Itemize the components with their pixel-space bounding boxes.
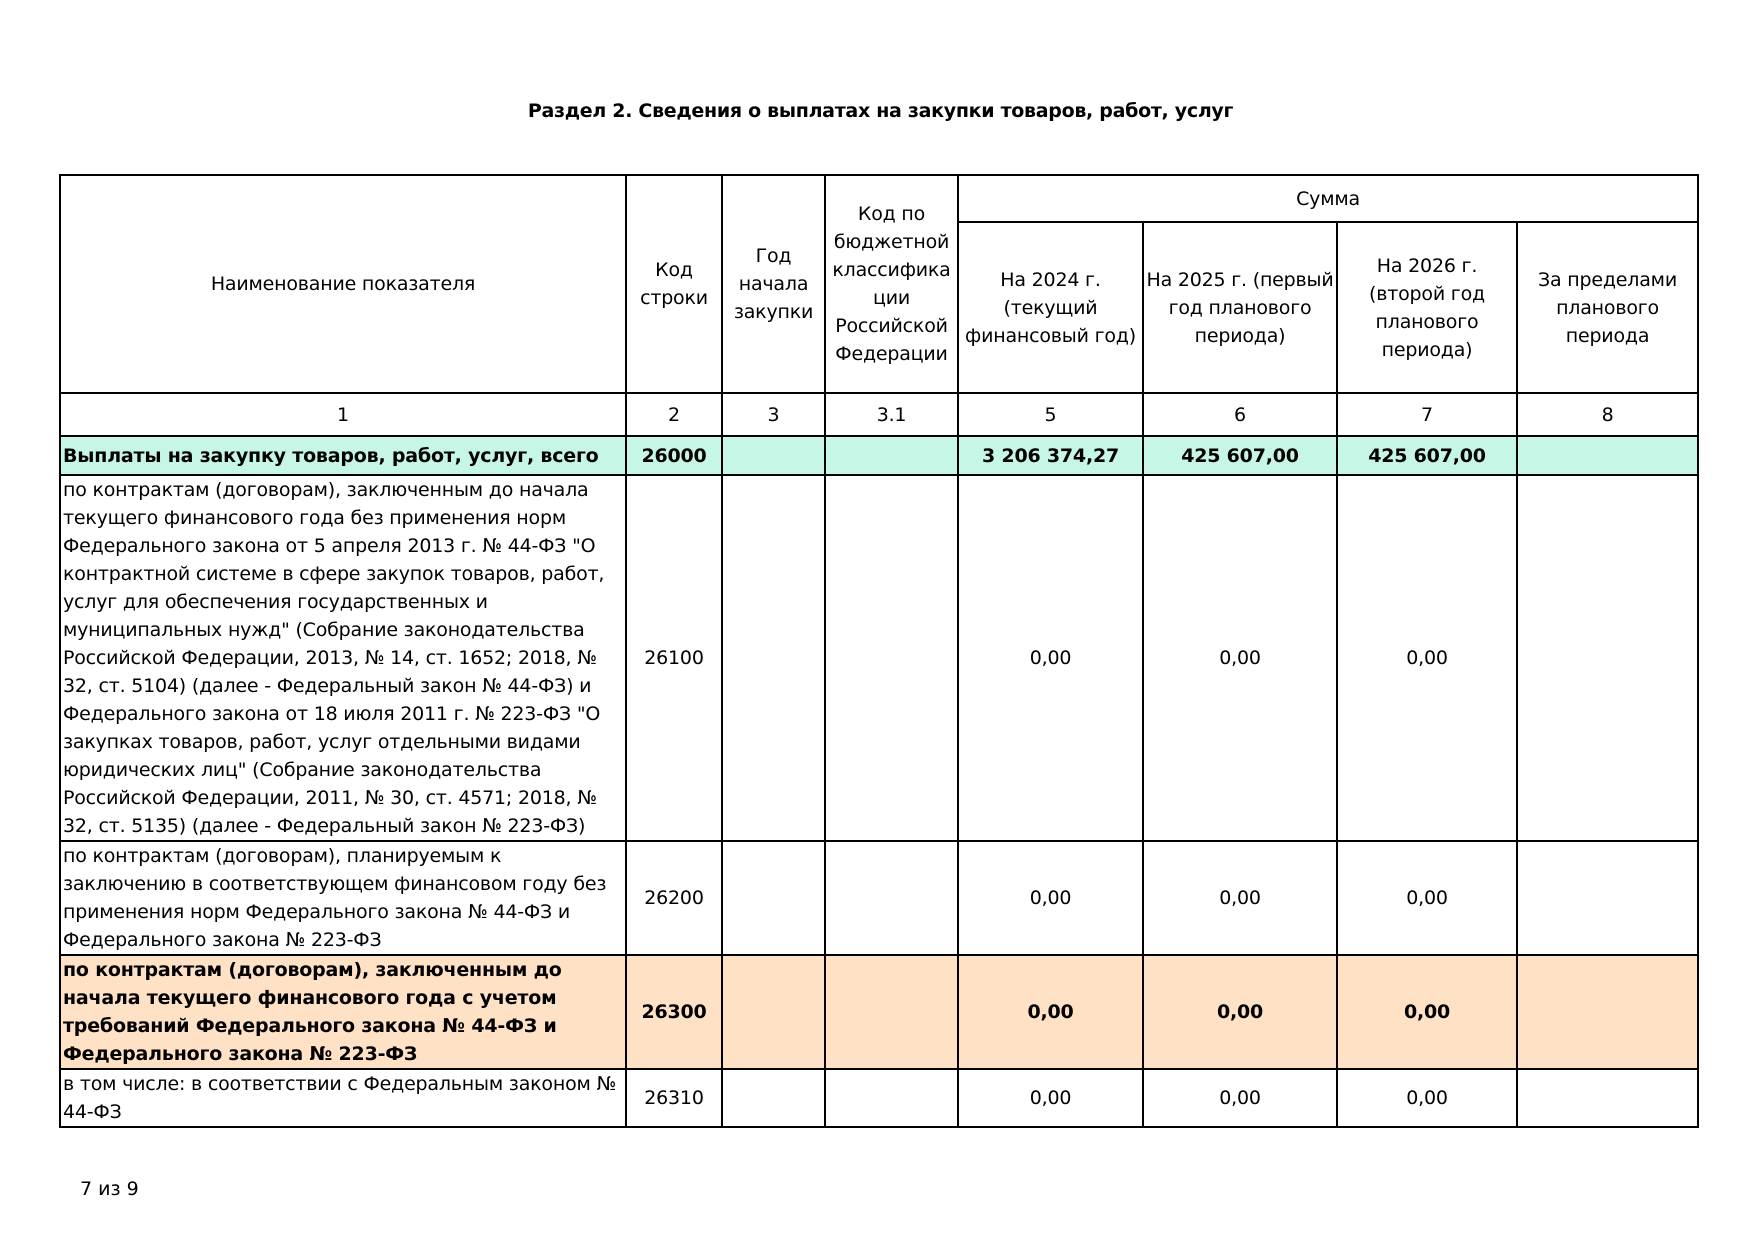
table-row bbox=[60, 1069, 1698, 1127]
row-year bbox=[722, 955, 825, 1069]
row-name: по контрактам (договорам), заключенным до начала текущего финансового года с учетом требований Федерального закона № 44-ФЗ и Федерального закона № 223-ФЗ bbox=[60, 955, 626, 1069]
row-year bbox=[722, 436, 825, 475]
row-name: по контрактам (договорам), заключенным до начала текущего финансового года без применения норм Федерального закона от 5 апреля 2013 г. № 44-ФЗ "О контрактной системе в сфере закупок товаров, работ, услуг для обеспечения государственных и муниципальных нужд" (Собрание законодательства Российской Федерации, 2013, № 14, ст. 1652; 2018, № 32, ст. 5104) (далее - Федеральный закон № 44-ФЗ) и Федерального закона от 18 июля 2011 г. № 223-ФЗ "О закупках товаров, работ, услуг отдельными видами юридических лиц" (Собрание законодательства Российской Федерации, 2011, № 30, ст. 4571; 2018, № 32, ст. 5135) (далее - Федеральный закон № 223-ФЗ) bbox=[60, 475, 626, 841]
row-value-2024: 0,00 bbox=[958, 841, 1143, 955]
table-row bbox=[60, 475, 1698, 841]
row-value-2025: 0,00 bbox=[1143, 475, 1337, 841]
header-2026: На 2026 г. (второй год планового периода) bbox=[1337, 222, 1517, 393]
row-name: в том числе: в соответствии с Федеральным законом № 44-ФЗ bbox=[60, 1069, 626, 1127]
row-budget-code bbox=[825, 436, 958, 475]
row-code: 26000 bbox=[626, 436, 722, 475]
header-name: Наименование показателя bbox=[60, 175, 626, 393]
row-value-beyond bbox=[1517, 436, 1698, 475]
header-beyond: За пределами планового периода bbox=[1517, 222, 1698, 393]
column-number: 6 bbox=[1143, 393, 1337, 436]
row-code: 26300 bbox=[626, 955, 722, 1069]
row-value-2025: 0,00 bbox=[1143, 955, 1337, 1069]
row-value-2025: 0,00 bbox=[1143, 841, 1337, 955]
row-budget-code bbox=[825, 1069, 958, 1127]
row-budget-code bbox=[825, 841, 958, 955]
row-value-2026: 0,00 bbox=[1337, 841, 1517, 955]
row-code: 26100 bbox=[626, 475, 722, 841]
table-row-total bbox=[60, 436, 1698, 475]
row-name: Выплаты на закупку товаров, работ, услуг, всего bbox=[60, 436, 626, 475]
column-number: 7 bbox=[1337, 393, 1517, 436]
header-2024: На 2024 г. (текущий финансовый год) bbox=[958, 222, 1143, 393]
row-budget-code bbox=[825, 955, 958, 1069]
table-row bbox=[60, 841, 1698, 955]
row-value-2024: 0,00 bbox=[958, 475, 1143, 841]
row-year bbox=[722, 475, 825, 841]
column-number: 3 bbox=[722, 393, 825, 436]
row-name: по контрактам (договорам), планируемым к заключению в соответствующем финансовом году без применения норм Федерального закона № 44-ФЗ и Федерального закона № 223-ФЗ bbox=[60, 841, 626, 955]
page-number: 7 из 9 bbox=[80, 1178, 139, 1200]
row-value-2026: 425 607,00 bbox=[1337, 436, 1517, 475]
column-number: 2 bbox=[626, 393, 722, 436]
row-value-2025: 425 607,00 bbox=[1143, 436, 1337, 475]
row-value-2026: 0,00 bbox=[1337, 475, 1517, 841]
table-row-highlighted bbox=[60, 955, 1698, 1069]
header-budget-code: Код по бюджетной классификации Российской Федерации bbox=[825, 175, 958, 393]
header-year-start: Год начала закупки bbox=[722, 175, 825, 393]
column-number: 8 bbox=[1517, 393, 1698, 436]
row-year bbox=[722, 841, 825, 955]
header-row-top bbox=[60, 175, 1698, 222]
row-value-beyond bbox=[1517, 955, 1698, 1069]
page-title: Раздел 2. Сведения о выплатах на закупки товаров, работ, услуг bbox=[527, 100, 1234, 122]
header-sum: Сумма bbox=[958, 175, 1698, 222]
row-value-2026: 0,00 bbox=[1337, 1069, 1517, 1127]
column-numbers-row bbox=[60, 393, 1698, 436]
row-value-2024: 3 206 374,27 bbox=[958, 436, 1143, 475]
row-budget-code bbox=[825, 475, 958, 841]
column-number: 1 bbox=[60, 393, 626, 436]
header-row-code: Код строки bbox=[626, 175, 722, 393]
payments-table bbox=[59, 174, 1699, 1128]
row-value-beyond bbox=[1517, 841, 1698, 955]
row-code: 26200 bbox=[626, 841, 722, 955]
row-value-2024: 0,00 bbox=[958, 1069, 1143, 1127]
row-value-2026: 0,00 bbox=[1337, 955, 1517, 1069]
row-value-beyond bbox=[1517, 475, 1698, 841]
header-2025: На 2025 г. (первый год планового периода) bbox=[1143, 222, 1337, 393]
row-code: 26310 bbox=[626, 1069, 722, 1127]
row-year bbox=[722, 1069, 825, 1127]
row-value-2024: 0,00 bbox=[958, 955, 1143, 1069]
row-value-beyond bbox=[1517, 1069, 1698, 1127]
column-number: 3.1 bbox=[825, 393, 958, 436]
row-value-2025: 0,00 bbox=[1143, 1069, 1337, 1127]
column-number: 5 bbox=[958, 393, 1143, 436]
